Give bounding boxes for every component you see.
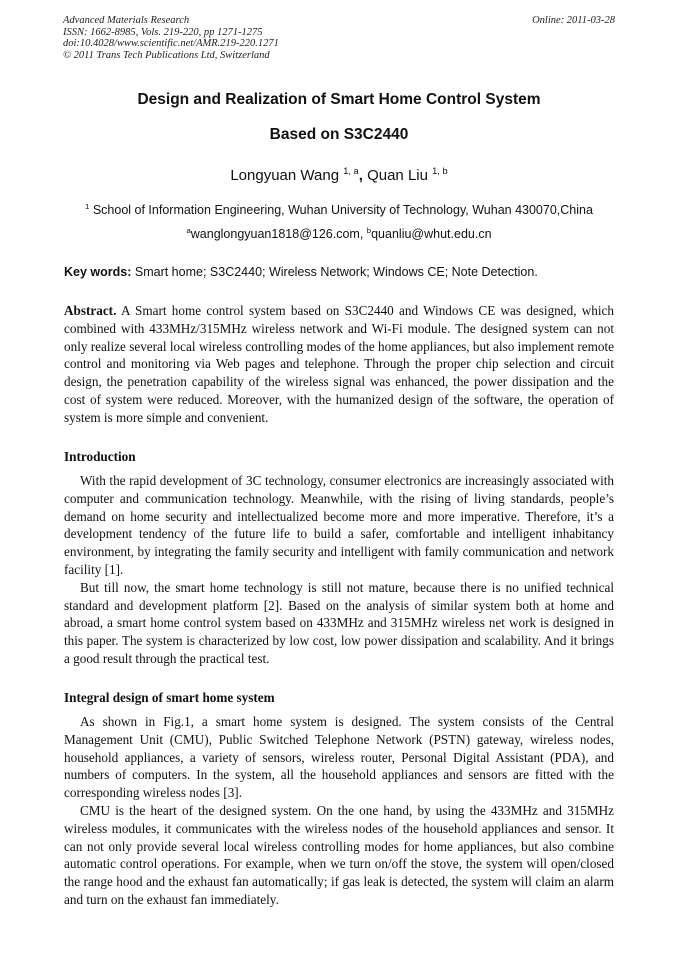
keywords-text: Smart home; S3C2440; Wireless Network; Windows CE; Note Detection. bbox=[134, 265, 538, 279]
paper-title-line-2: Based on S3C2440 bbox=[269, 126, 409, 143]
integral-design-body bbox=[64, 713, 614, 909]
integral-paragraph-2: CMU is the heart of the designed system. On the one hand, by using the 433MHz and 315MHz wireless modules, it communicates with the wireless nodes of the household appliances and sensor. It can not only provide several local wireless controlling modes for home appliances, but also combine automatic control operations. For example, when we turn on/off the stove, the system will open/closed the range hood and the exhaust fan automatically; if gas leak is detected, the system will claim an alarm and turn on the exhaust fan immediately. bbox=[64, 802, 614, 907]
introduction-body bbox=[64, 472, 614, 668]
email-b-sup: b bbox=[366, 225, 372, 235]
section-heading-introduction: Introduction bbox=[64, 449, 136, 464]
abstract bbox=[64, 302, 614, 427]
email-a[interactable]: wanglongyuan1818@126.com, bbox=[190, 227, 364, 241]
affiliation-text: School of Information Engineering, Wuhan University of Technology, Wuhan 430070,China bbox=[92, 203, 593, 217]
author-1: Longyuan Wang bbox=[230, 167, 340, 184]
affiliation bbox=[0, 203, 678, 217]
journal-name: Advanced Materials Research bbox=[63, 15, 190, 26]
abstract-label: Abstract. bbox=[64, 303, 117, 318]
keywords bbox=[64, 265, 616, 279]
section-heading-integral-design: Integral design of smart home system bbox=[64, 690, 275, 705]
author-1-sup: 1, a bbox=[343, 166, 359, 176]
author-2: Quan Liu bbox=[367, 167, 428, 184]
abstract-text: A Smart home control system based on S3C2440 and Windows CE was designed, which combined with 433MHz/315MHz wireless network and Wi-Fi module. The designed system can not only realize several local wireless controlling modes of the home appliances, but also implement remote control and monitoring via Web pages and telephone. Through the proper chip selection and circuit design, the penetration capability of the wireless signal was enhanced, the power dissipation and the cost of system were reduced. Moreover, with the humanized design of the software, the operation of system is more simple and convenient. bbox=[64, 303, 614, 425]
copyright-line: © 2011 Trans Tech Publications Ltd, Switzerland bbox=[63, 49, 270, 61]
online-date: Online: 2011-03-28 bbox=[532, 15, 615, 26]
introduction-paragraph-2: But till now, the smart home technology is still not mature, because there is no unified technical standard and development platform [2]. Based on the analysis of similar system both at home and abroad, a smart home control system based on 433MHz and 315MHz wireless net work is designed in this paper. The system is characterized by low cost, low power dissipation and scalability. And it brings a good result through the practical test. bbox=[64, 579, 614, 666]
emails bbox=[0, 227, 678, 241]
email-a-sup: a bbox=[186, 225, 191, 235]
doi-line: doi:10.4028/www.scientific.net/AMR.219-220.1271 bbox=[63, 38, 279, 49]
journal-header bbox=[63, 15, 615, 61]
authors bbox=[0, 167, 678, 184]
paper-title-line-1: Design and Realization of Smart Home Control System bbox=[137, 91, 541, 108]
keywords-label: Key words: bbox=[64, 265, 132, 279]
issn-line: ISSN: 1662-8985, Vols. 219-220, pp 1271-1275 bbox=[63, 26, 263, 38]
author-2-sup: 1, b bbox=[432, 166, 448, 176]
affiliation-sup: 1 bbox=[85, 201, 90, 211]
email-b[interactable]: quanliu@whut.edu.cn bbox=[371, 227, 492, 241]
introduction-paragraph-1: With the rapid development of 3C technology, consumer electronics are increasingly associated with computer and communication technology. Meanwhile, with the rising of living standards, people’s demand on home security and intellectualized become more and more imperative. Therefore, it’s a development tendency of the future life to build a safer, comfortable and intelligent inhabitancy environment, by integrating the family security and intelligent with family communication and network facility [1]. bbox=[64, 473, 614, 577]
integral-paragraph-1: As shown in Fig.1, a smart home system is designed. The system consists of the Central Management Unit (CMU), Public Switched Telephone Network (PSTN) gateway, wireless nodes, household appliances, a variety of sensors, wireless router, Personal Digital Assistant (PDA), and numbers of computers. In the system, all the household appliances and sensors are fitted with the corresponding wireless nodes [3]. bbox=[64, 714, 614, 801]
author-separator: , bbox=[358, 167, 363, 184]
